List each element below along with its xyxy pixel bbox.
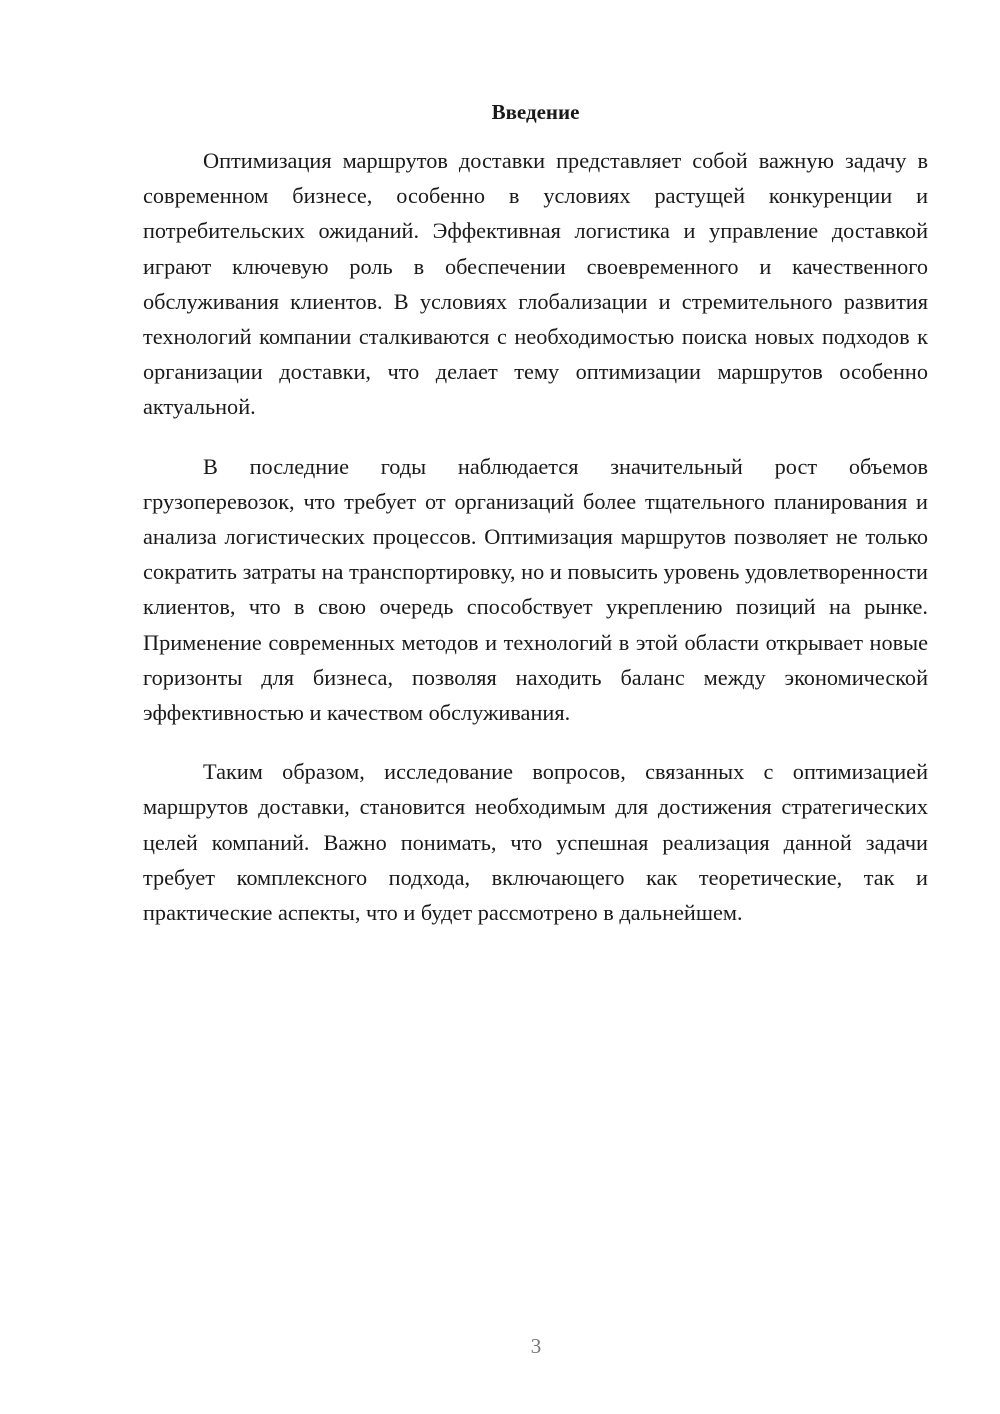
body-text [143,143,928,954]
section-title [143,97,928,127]
paragraph-1: Оптимизация маршрутов доставки представляет собой важную задачу в современном бизнесе, особенно в условиях растущей конкуренции и потребительских ожиданий. Эффективная логистика и управление доставкой играют ключевую роль в обеспечении своевременного и качественного обслуживания клиентов. В условиях глобализации и стремительного развития технологий компании сталкиваются с необходимостью поиска новых подходов к организации доставки, что делает тему оптимизации маршрутов особенно актуальной. [143,148,928,420]
paragraph-3: Таким образом, исследование вопросов, связанных с оптимизацией маршрутов доставки, становится необходимым для достижения стратегических целей компаний. Важно понимать, что успешная реализация данной задачи требует комплексного подхода, включающего как теоретические, так и практические аспекты, что и будет рассмотрено в дальнейшем. [143,759,928,926]
paragraph-2: В последние годы наблюдается значительный рост объемов грузоперевозок, что требует от организаций более тщательного планирования и анализа логистических процессов. Оптимизация маршрутов позволяет не только сократить затраты на транспортировку, но и повысить уровень удовлетворенности клиентов, что в свою очередь способствует укреплению позиций на рынке. Применение современных методов и технологий в этой области открывает новые горизонты для бизнеса, позволяя находить баланс между экономической эффективностью и качеством обслуживания. [143,453,928,726]
section-title-text: Введение [491,100,580,124]
page-number: 3 [530,1334,542,1358]
